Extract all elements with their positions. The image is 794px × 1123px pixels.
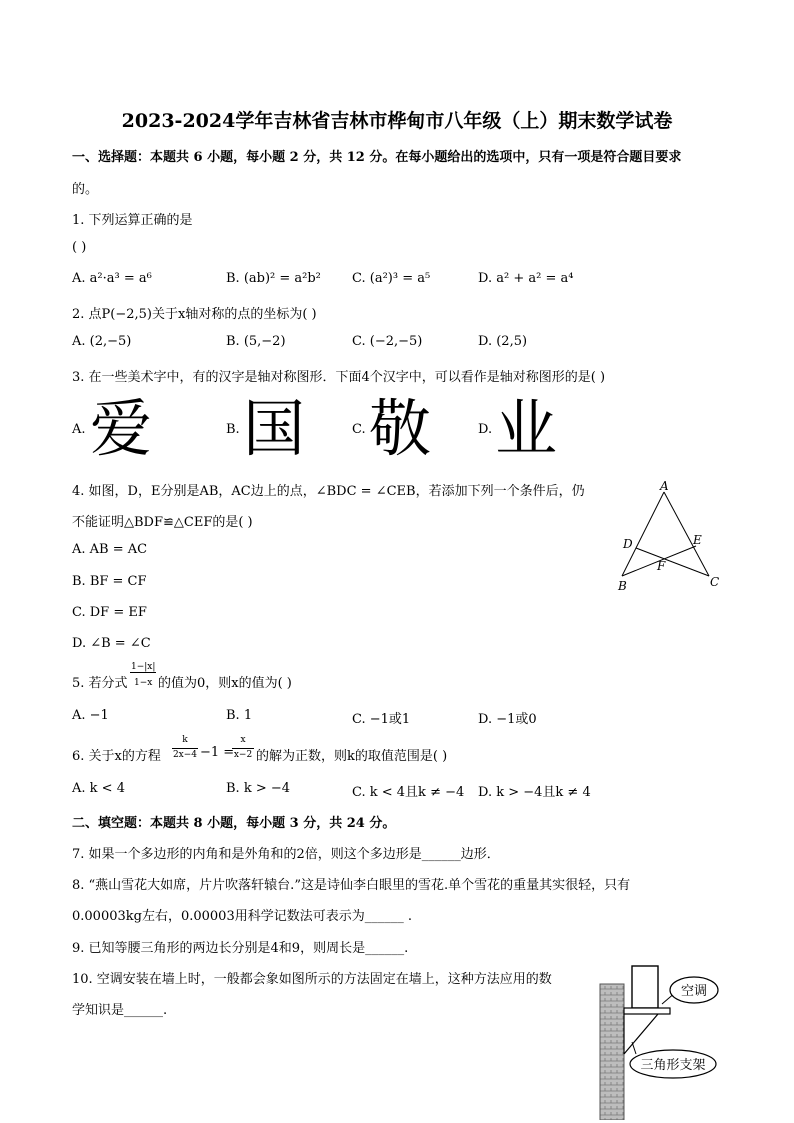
wall-icon [600, 984, 624, 1120]
q5-option-d: D. −1或0 [478, 712, 537, 727]
q6-denominator-2: x−2 [233, 750, 253, 760]
q3-option-b-char: 国 [243, 392, 306, 465]
air-conditioner-icon [632, 966, 658, 1008]
q3-option-a-label: A. [72, 422, 86, 437]
q2-option-c: C. (−2,−5) [352, 334, 423, 349]
q5-pre: 5. 若分式 [72, 676, 128, 691]
q1-stem: 1. 下列运算正确的是 [72, 213, 193, 228]
q6-option-a: A. k < 4 [72, 781, 125, 796]
q6-pre: 6. 关于x的方程 [72, 749, 161, 764]
q4-triangle-figure [612, 478, 727, 593]
q4-label-a: A [660, 479, 669, 493]
q3-option-a-char: 爱 [90, 392, 153, 465]
q6-fraction-bar-1 [172, 748, 198, 749]
q5-denominator: 1−x [134, 678, 153, 688]
q6-numerator-1: k [182, 735, 188, 745]
q10-air-conditioner-figure [596, 962, 726, 1120]
q5-numerator: 1−|x| [131, 662, 156, 672]
q1-paren: ( ) [72, 240, 87, 255]
q6-option-d: D. k > −4且k ≠ 4 [478, 785, 591, 800]
q3-option-d-label: D. [478, 422, 493, 437]
q4-stem-line1: 4. 如图，D，E分别是AB，AC边上的点，∠BDC = ∠CEB，若添加下列一个条件后，仍 [72, 484, 585, 499]
q6-post: 的解为正数，则k的取值范围是( ) [256, 749, 448, 764]
q2-option-d: D. (2,5) [478, 334, 528, 349]
q4-label-f: F [657, 559, 666, 573]
q4-label-c: C [710, 575, 720, 589]
q6-option-c: C. k < 4且k ≠ −4 [352, 785, 465, 800]
q4-label-d: D [623, 537, 633, 551]
q4-option-b: B. BF = CF [72, 574, 147, 589]
q5-option-c: C. −1或1 [352, 712, 411, 727]
q6-denominator-1: 2x−4 [172, 750, 198, 760]
q3-option-c-char: 敬 [369, 392, 432, 465]
q5-post: 的值为0，则x的值为( ) [158, 676, 292, 691]
q3-option-c-label: C. [352, 422, 366, 437]
q4-option-c: C. DF = EF [72, 605, 147, 620]
q4-option-a: A. AB = AC [72, 542, 148, 557]
q2-option-a: A. (2,−5) [72, 334, 132, 349]
q1-option-b: B. (ab)² = a²b² [226, 271, 321, 286]
q2-option-b: B. (5,−2) [226, 334, 286, 349]
q5-option-a: A. −1 [72, 708, 109, 723]
section2-heading: 二、填空题：本题共 8 小题，每小题 3 分，共 24 分。 [72, 816, 396, 831]
q10-stem-line1: 10. 空调安装在墙上时，一般都会象如图所示的方法固定在墙上，这种方法应用的数 [72, 972, 552, 987]
q2-stem: 2. 点P(−2,5)关于x轴对称的点的坐标为( ) [72, 307, 317, 322]
q3-stem: 3. 在一些美术字中，有的汉字是轴对称图形．下面4个汉字中，可以看作是轴对称图形的是( ) [72, 370, 606, 385]
q7-stem: 7. 如果一个多边形的内角和是外角和的2倍，则这个多边形是______边形． [72, 847, 500, 862]
q10-stem-line2: 学知识是______. [72, 1003, 168, 1018]
q4-option-d: D. ∠B = ∠C [72, 636, 151, 651]
page-title: 2023-2024学年吉林省吉林市桦甸市八年级（上）期末数学试卷 [121, 110, 673, 132]
q3-option-d-char: 业 [495, 392, 558, 465]
q4-stem-line2: 不能证明△BDF≌△CEF的是( ) [72, 515, 253, 530]
q6-mid: −1 = [200, 745, 235, 760]
q8-stem-line2: 0.00003kg左右，0.00003用科学记数法可表示为______ . [72, 909, 412, 924]
section1-heading-line1: 一、选择题：本题共 6 小题，每小题 2 分，共 12 分。在每小题给出的选项中，只有一项是符合题目要求 [72, 150, 682, 165]
callout-label-bracket: 三角形支架 [640, 1057, 706, 1072]
callout-label-air-conditioner: 空调 [680, 983, 708, 998]
q6-fraction-bar-2 [232, 748, 254, 749]
q3-option-b-label: B. [226, 422, 240, 437]
q5-option-b: B. 1 [226, 708, 253, 723]
q8-stem-line1: 8. “燕山雪花大如席，片片吹落轩辕台.”这是诗仙李白眼里的雪花.单个雪花的重量其实很轻，只有 [72, 878, 631, 893]
q6-option-b: B. k > −4 [226, 781, 291, 796]
q6-numerator-2: x [240, 735, 246, 745]
q1-option-d: D. a² + a² = a⁴ [478, 271, 574, 286]
q9-stem: 9. 已知等腰三角形的两边长分别是4和9，则周长是______. [72, 941, 409, 956]
q1-option-c: C. (a²)³ = a⁵ [352, 271, 431, 286]
q4-label-e: E [693, 533, 702, 547]
section1-heading-line2: 的。 [72, 182, 99, 197]
q1-option-a: A. a²·a³ = a⁶ [72, 271, 152, 286]
q4-label-b: B [618, 579, 627, 593]
